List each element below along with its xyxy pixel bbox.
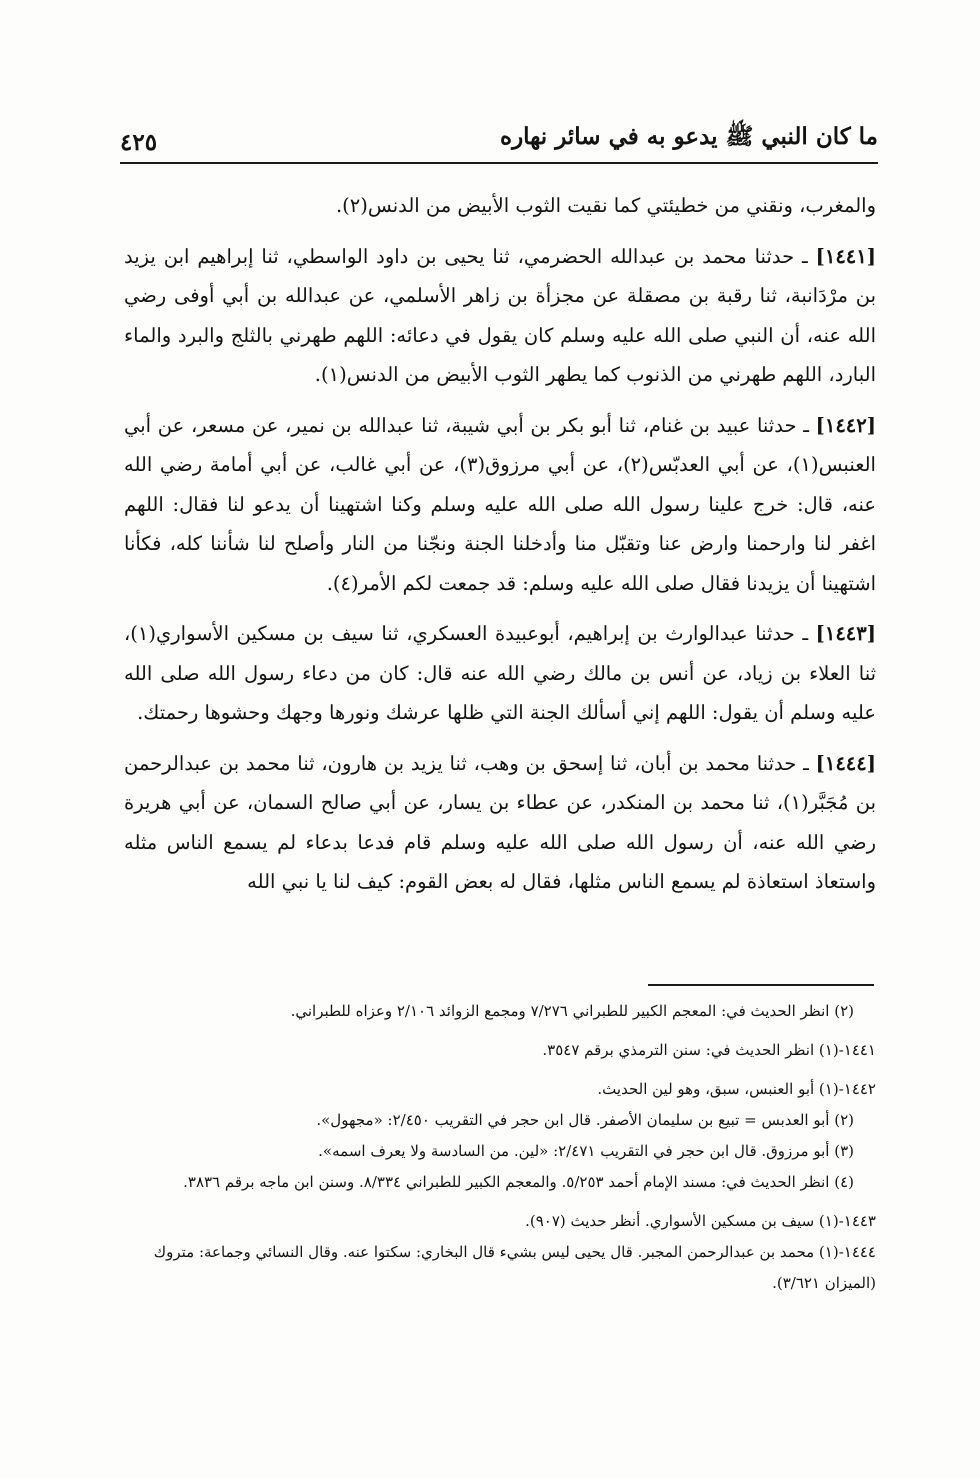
footnote: ١٤٤١-(١) انظر الحديث في: سنن الترمذي برقم ٣٥٤٧. (542, 1041, 876, 1059)
footnote: (٢) أبو العدبس = تبيع بن سليمان الأصفر. قال ابن حجر في التقريب ٢/٤٥٠: «مجهول». (316, 1111, 854, 1129)
footnote-rule (648, 984, 874, 986)
main-text (124, 186, 876, 913)
header-rule (120, 162, 878, 164)
hadith-number: [١٤٤٢] (815, 413, 876, 437)
page-number: ٤٢٥ (120, 129, 158, 156)
hadith-text: ـ حدثنا محمد بن أبان، ثنا إسحق بن وهب، ثنا يزيد بن هارون، ثنا محمد بن عبدالرحمن بن مُجَبَّر(١)، ثنا محمد بن المنكدر، عن عطاء بن يسار، عن أبي صالح السمان، عن أبي هريرة رضي الله عنه، أن رسول الله صلى الله عليه وسلم قام فدعا بدعاء لم يسمع الناس مثله واستعاذ استعاذة لم يسمع الناس مثلها، فقال له بعض القوم: كيف لنا يا نبي الله (124, 751, 876, 893)
hadith-number: [١٤٤٤] (815, 751, 876, 775)
footnote: ١٤٤٣-(١) سيف بن مسكين الأسواري. أنظر حديث (٩٠٧). (525, 1212, 876, 1230)
hadith-number: [١٤٤٣] (815, 622, 876, 645)
hadith-text: ـ حدثنا محمد بن عبدالله الحضرمي، ثنا يحيى بن داود الواسطي، ثنا إبراهيم ابن يزيد بن مرْدَانبة، ثنا رقبة بن مصقلة عن مجزأة بن زاهر الأسلمي، عن عبدالله بن أبي أوفى رضي الله عنه، أن النبي صلى الله عليه وسلم كان يقول في دعائه: اللهم طهرني بالثلج والبرد والماء البارد، اللهم طهرني من الذنوب كما يطهر الثوب الأبيض من الدنس(١). (124, 244, 876, 386)
page-header (120, 120, 878, 156)
hadith-1441 (124, 237, 876, 395)
hadith-number: [١٤٤١] (815, 244, 876, 268)
hadith-text: ـ حدثنا عبيد بن غنام، ثنا أبو بكر بن أبي شيبة، ثنا عبدالله بن نمير، عن مسعر، عن أبي العنبس(١)، عن أبي العدبّس(٢)، عن أبي مرزوق(٣)، عن أبي غالب، عن أبي أمامة رضي الله عنه، قال: خرج علينا رسول الله صلى الله عليه وسلم وكنا اشتهينا أن يدعو لنا فقال: اللهم اغفر لنا وارحمنا وارض عنا وتقبّل منا وأدخلنا الجنة ونجّنا من النار وأصلح لنا شأننا كله، فكأنا اشتهينا أن يزيدنا فقال صلى الله عليه وسلم: قد جمعت لكم الأمر(٤). (124, 413, 876, 595)
footnote: (٢) انظر الحديث في: المعجم الكبير للطبراني ٧/٢٧٦ ومجمع الزوائد ٢/١٠٦ وعزاه للطبراني. (290, 1002, 854, 1020)
footnote: (٤) انظر الحديث في: مسند الإمام أحمد ٥/٢٥٣. والمعجم الكبير للطبراني ٨/٣٣٤. وسنن ابن ماجه برقم ٣٨٣٦. (183, 1173, 854, 1191)
hadith-1442 (124, 406, 876, 604)
running-title: ما كان النبي ﷺ يدعو به في سائر نهاره (500, 123, 878, 150)
hadith-text: ـ حدثنا عبدالوارث بن إبراهيم، أبوعبيدة العسكري، ثنا سيف بن مسكين الأسواري(١)، ثنا العلاء بن زياد، عن أنس بن مالك رضي الله عنه قال: كان من دعاء رسول الله صلى الله عليه وسلم أن يقول: اللهم إني أسألك الجنة التي ظلها عرشك ونورها وجهك وحشوها رحمتك. (124, 622, 876, 724)
footnote: ١٤٤٢-(١) أبو العنبس، سبق، وهو لين الحديث. (597, 1080, 876, 1098)
footnote: ١٤٤٤-(١) محمد بن عبدالرحمن المجبر. قال يحيى ليس بشيء قال البخاري: سكتوا عنه. وقال النسائي وجماعة: متروك (الميزان ٣/٦٢١). (153, 1243, 876, 1292)
continued-paragraph: والمغرب، ونقني من خطيئتي كما نقيت الثوب الأبيض من الدنس(٢). (335, 194, 876, 217)
footnote: (٣) أبو مرزوق. قال ابن حجر في التقريب ٢/٤٧١: «لين. من السادسة ولا يعرف اسمه». (318, 1142, 854, 1160)
hadith-1443 (124, 614, 876, 733)
hadith-1444 (124, 744, 876, 902)
footnotes (130, 996, 876, 1299)
